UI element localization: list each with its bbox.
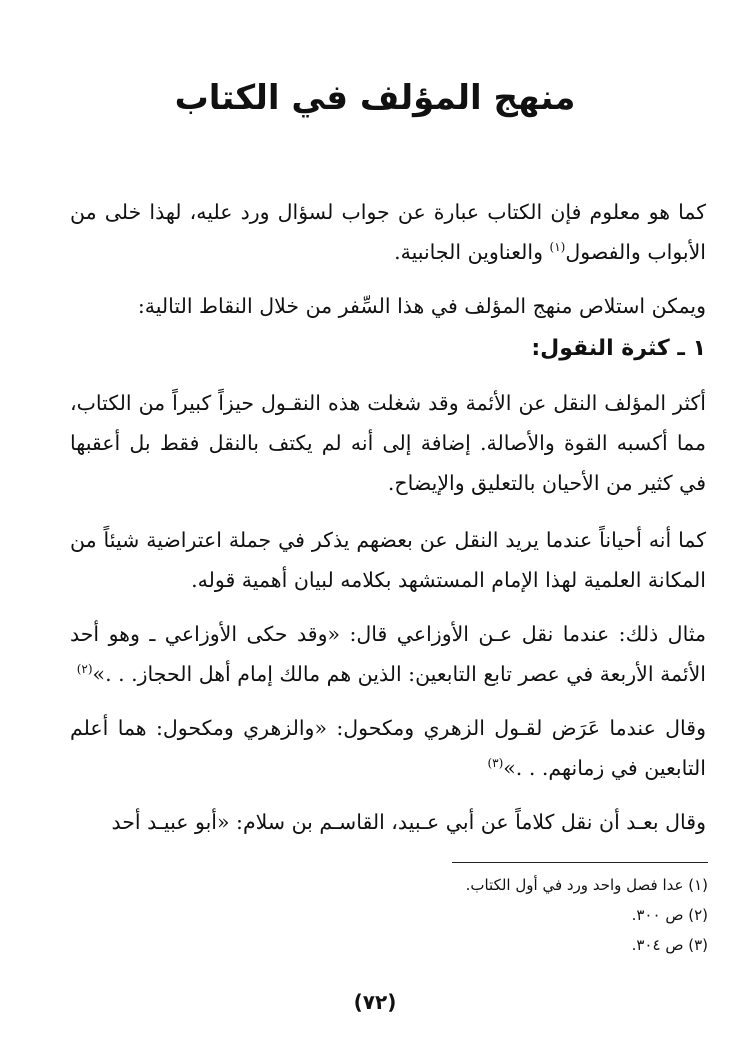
paragraph-example-awzai: [70, 614, 706, 694]
footnote-3: (٣) ص ٣٠٤.: [631, 936, 708, 954]
paragraph-method: ويمكن استلاص منهج المؤلف في هذا السِّفر من خلال النقاط التالية:: [137, 294, 706, 318]
paragraph-example-zuhri: [70, 708, 706, 788]
paragraph-example-abu-ubaid: وقال بعـد أن نقل كلاماً عن أبي عـبيد، القاسـم بن سلام: «أبو عبيـد أحد: [111, 810, 706, 834]
section-heading: ١ ـ كثرة النقول:: [531, 336, 706, 361]
page-number: (٧٢): [353, 990, 397, 1014]
footnote-ref-1: (١): [549, 240, 566, 255]
footnote-1: (١) عدا فصل واحد ورد في أول الكتاب.: [465, 876, 708, 894]
footnote-divider: [452, 862, 708, 863]
footnote-ref-2: (٢): [76, 662, 93, 677]
paragraph-example-zuhri-text: وقال عندما عَرَض لقـول الزهري ومكحول: «والزهري ومكحول: هما أعلم التابعين في زمانهم. . .»: [70, 716, 706, 780]
paragraph-intro-text: كما هو معلوم فإن الكتاب عبارة عن جواب لسؤال ورد عليه، لهذا خلى من الأبواب والفصول: [70, 200, 706, 264]
paragraph-intro: [70, 192, 706, 272]
paragraph-status: كما أنه أحياناً عندما يريد النقل عن بعضهم يذكر في جملة اعتراضية شيئاً من المكانة العلمية لهذا الإمام المستشهد بكلامه لبيان أهمية قوله.: [70, 528, 706, 592]
paragraph-example-awzai-text: مثال ذلك: عندما نقل عـن الأوزاعي قال: «وقد حكى الأوزاعي ـ وهو أحد الأئمة الأربعة في عصر تابع التابعين: الذين هم مالك إمام أهل الحجاز. . .»: [70, 622, 706, 686]
paragraph-intro-end: والعناوين الجانبية.: [394, 240, 550, 264]
paragraph-quotes: أكثر المؤلف النقل عن الأئمة وقد شغلت هذه النقـول حيزاً كبيراً من الكتاب، مما أكسبه القوة والأصالة. إضافة إلى أنه لم يكتف بالنقل فقط بل أعقبها في كثير من الأحيان بالتعليق والإيضاح.: [70, 391, 706, 495]
footnote-2: (٢) ص ٣٠٠.: [631, 906, 708, 924]
footnote-ref-3: (٣): [487, 756, 504, 771]
page-title: منهج المؤلف في الكتاب: [174, 78, 576, 118]
